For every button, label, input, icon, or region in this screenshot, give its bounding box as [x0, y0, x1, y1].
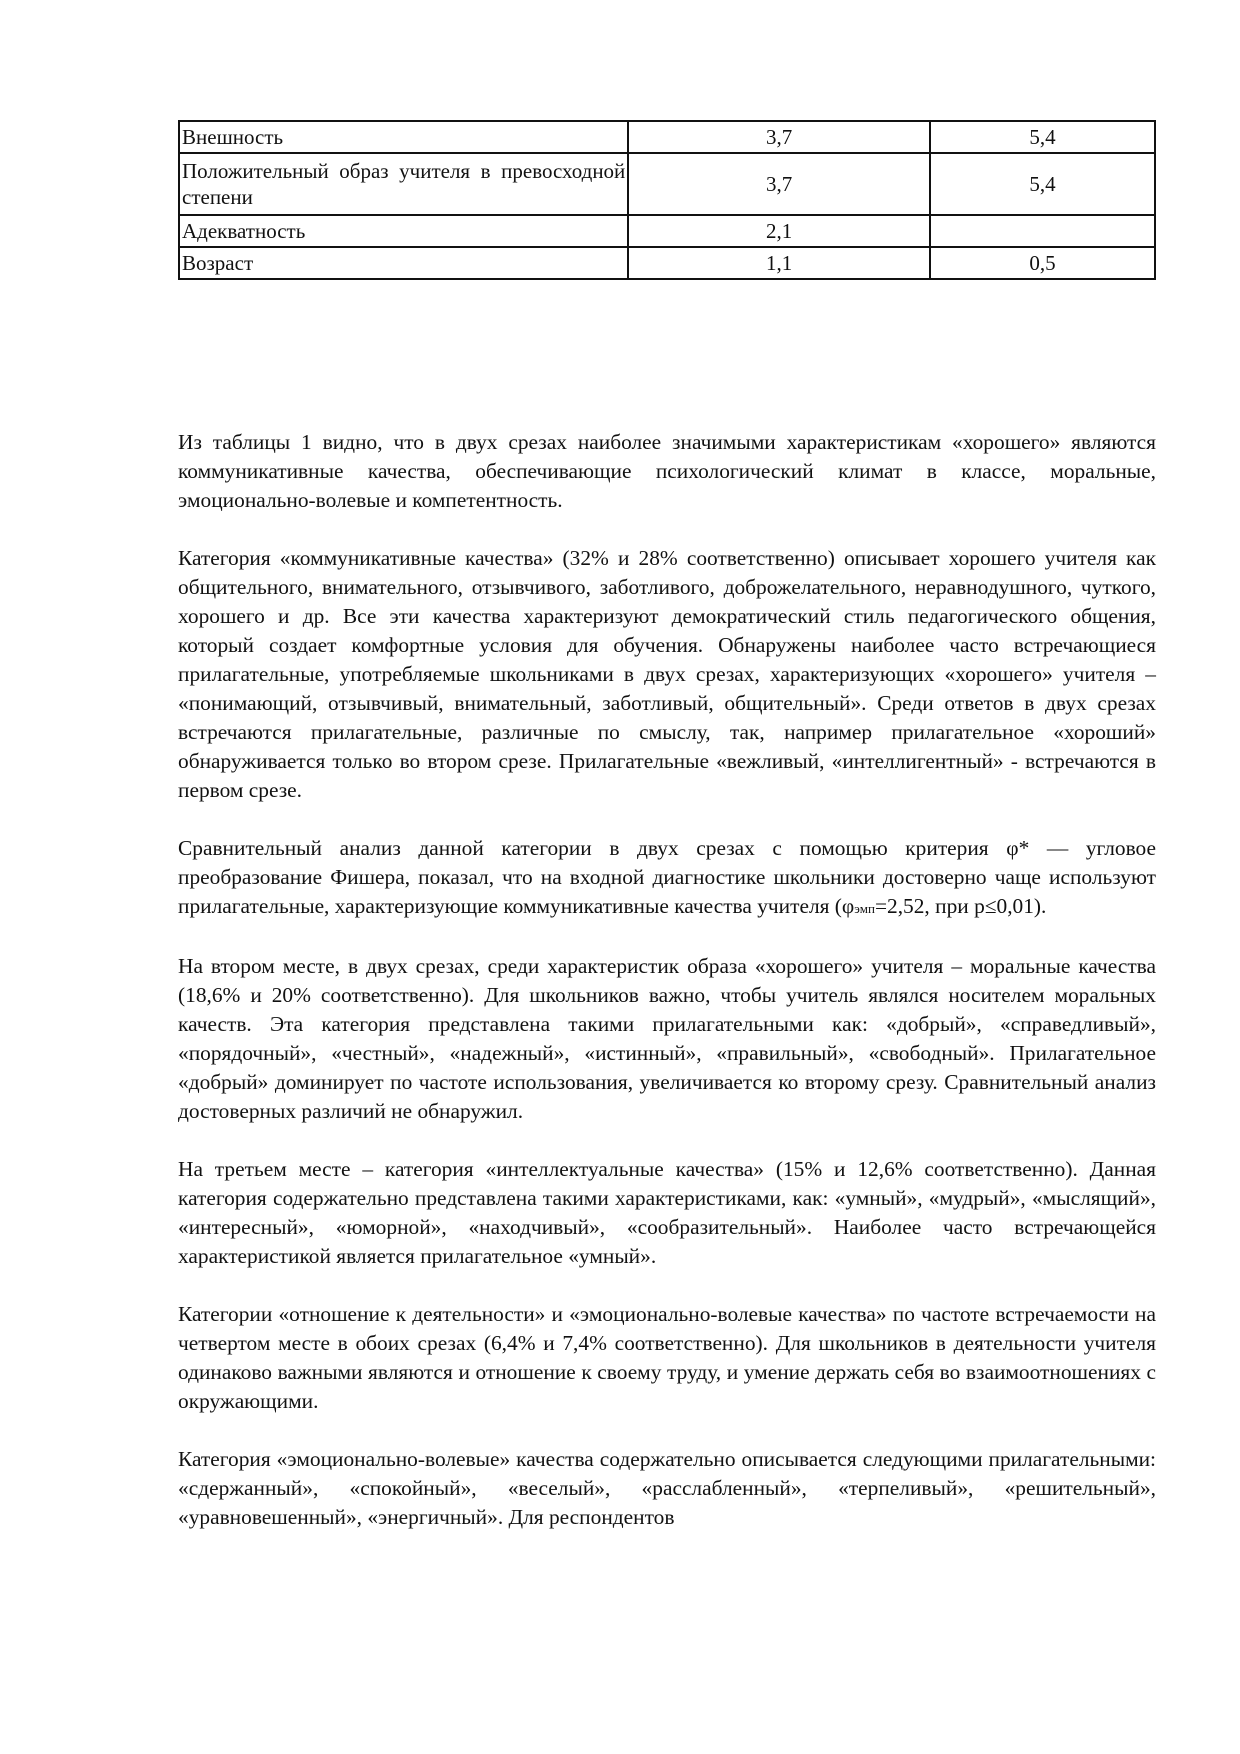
- table-cell-label: Адекватность: [179, 215, 628, 247]
- paragraph-communicative-qualities: Категория «коммуникативные качества» (32% и 28% соответственно) описывает хорошего учителя как общительного, внимательного, отзывчивого, заботливого, доброжелательного, неравнодушного, чуткого, хорошего и др. Все эти качества характеризуют демократический стиль педагогического общения, который создает комфортные условия для обучения. Обнаружены наиболее часто встречающиеся прилагательные, употребляемые школьниками в двух срезах, характеризующих «хорошего» учителя – «понимающий, отзывчивый, внимательный, заботливый, общительный». Среди ответов в двух срезах встречаются прилагательные, различные по смыслу, так, например прилагательное «хороший» обнаруживается только во втором срезе. Прилагательные «вежливый, «интеллигентный» - встречаются в первом срезе.: [178, 546, 1156, 802]
- body-text: [178, 428, 1156, 1561]
- paragraph-activity-attitude: Категории «отношение к деятельности» и «эмоционально-волевые качества» по частоте встречаемости на четвертом месте в обоих срезах (6,4% и 7,4% соответственно). Для школьников в деятельности учителя одинаково важными являются и отношение к своему труду, и умение держать себя во взаимоотношениях с окружающими.: [178, 1302, 1156, 1413]
- table-cell-value-1: 3,7: [628, 121, 930, 153]
- table-cell-value-1: 2,1: [628, 215, 930, 247]
- table-row: [179, 121, 1155, 153]
- paragraph-emotional-volitional: Категория «эмоционально-волевые» качества содержательно описывается следующими прилагательными: «сдержанный», «спокойный», «веселый», «расслабленный», «терпеливый», «решительный», «уравновешенный», «энергичный». Для респондентов: [178, 1447, 1156, 1529]
- table-row: [179, 247, 1155, 279]
- paragraph-moral-qualities: На втором месте, в двух срезах, среди характеристик образа «хорошего» учителя – моральные качества (18,6% и 20% соответственно). Для школьников важно, чтобы учитель являлся носителем моральных качеств. Эта категория представлена такими прилагательными как: «добрый», «справедливый», «порядочный», «честный», «надежный», «истинный», «правильный», «свободный». Прилагательное «добрый» доминирует по частоте использования, увеличивается ко второму срезу. Сравнительный анализ достоверных различий не обнаружил.: [178, 954, 1156, 1123]
- table-cell-value-1: 1,1: [628, 247, 930, 279]
- phi-subscript: эмп: [854, 901, 875, 916]
- table-cell-value-2: [930, 215, 1155, 247]
- paragraph-fisher-analysis: [178, 834, 1156, 923]
- table-cell-label: Положительный образ учителя в превосходной степени: [179, 153, 628, 215]
- paragraph-intellectual-qualities: На третьем месте – категория «интеллектуальные качества» (15% и 12,6% соответственно). Данная категория содержательно представлена такими характеристиками, как: «умный», «мудрый», «мыслящий», «интересный», «юморной», «находчивый», «сообразительный». Наиболее часто встречающейся характеристикой является прилагательное «умный».: [178, 1157, 1156, 1268]
- table-cell-value-1: 3,7: [628, 153, 930, 215]
- results-table: [178, 120, 1156, 280]
- table-row: [179, 153, 1155, 215]
- table-cell-label: Возраст: [179, 247, 628, 279]
- table-cell-label: Внешность: [179, 121, 628, 153]
- table-cell-value-2: 5,4: [930, 121, 1155, 153]
- paragraph-table-summary: Из таблицы 1 видно, что в двух срезах наиболее значимыми характеристикам «хорошего» являются коммуникативные качества, обеспечивающие психологический климат в классе, моральные, эмоционально-волевые и компетентность.: [178, 430, 1156, 512]
- table-cell-value-2: 0,5: [930, 247, 1155, 279]
- paragraph-fisher-text: Сравнительный анализ данной категории в двух срезах с помощью критерия φ* — угловое преобразование Фишера, показал, что на входной диагностике школьники достоверно чаще используют прилагательные, характеризующие коммуникативные качества учителя (φ: [178, 836, 1156, 918]
- paragraph-fisher-end: =2,52, при p≤0,01).: [874, 894, 1047, 918]
- table-cell-value-2: 5,4: [930, 153, 1155, 215]
- table-row: [179, 215, 1155, 247]
